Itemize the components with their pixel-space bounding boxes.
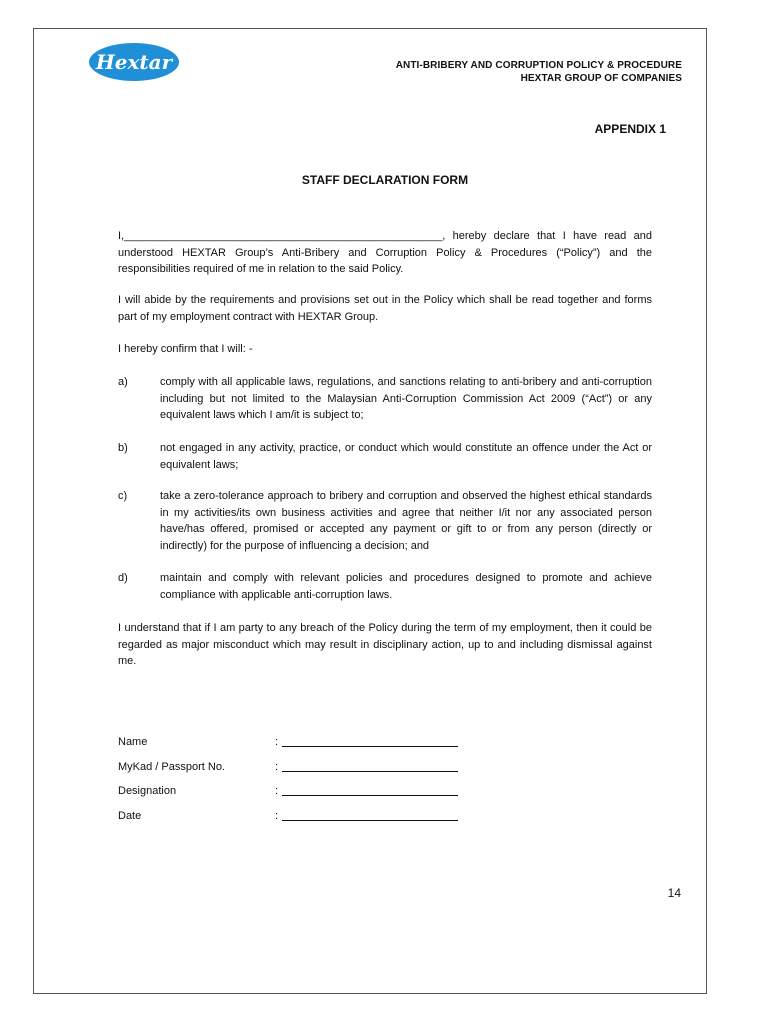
designation-label: Designation xyxy=(118,785,177,797)
form-title: STAFF DECLARATION FORM xyxy=(301,173,469,187)
understand-paragraph: I understand that if I am party to any breach of the Policy during the term of my employment, then it could be regarded as major misconduct which may result in disciplinary action, up to and including dismissal against me. xyxy=(118,622,652,667)
list-item-label: a) xyxy=(118,376,128,388)
list-item-label: b) xyxy=(118,442,128,454)
company-name: HEXTAR GROUP OF COMPANIES xyxy=(520,73,682,84)
name-label: Name xyxy=(118,736,148,748)
mykad-passport-blank-line[interactable] xyxy=(282,771,458,772)
field-colon: : xyxy=(275,810,279,822)
field-colon: : xyxy=(275,785,279,797)
date-label: Date xyxy=(118,810,142,822)
logo-text: Hextar xyxy=(95,50,173,74)
field-colon: : xyxy=(275,736,279,748)
list-item-text: take a zero-tolerance approach to bribery and corruption and observed the highest ethical standards in my activities/its own business activities and agree that neither I/it nor any associated person have/has offered, promised or accepted any payment or gift to or from any person (directly or indirectly) for the purpose of influencing a decision; and xyxy=(160,490,652,552)
confirm-paragraph: I hereby confirm that I will: - xyxy=(118,343,253,355)
list-item-text: not engaged in any activity, practice, or conduct which would constitute an offence under the Act or equivalent laws; xyxy=(160,442,652,471)
policy-title: ANTI-BRIBERY AND CORRUPTION POLICY & PROCEDURE xyxy=(395,60,682,71)
field-colon: : xyxy=(275,761,279,773)
name-blank-line[interactable] xyxy=(282,746,458,747)
list-item-text: maintain and comply with relevant policies and procedures designed to promote and achieve compliance with applicable anti-corruption laws. xyxy=(160,572,652,601)
list-item-label: c) xyxy=(118,490,128,502)
list-item-label: d) xyxy=(118,572,128,584)
appendix-label: APPENDIX 1 xyxy=(594,122,666,136)
hextar-logo xyxy=(88,42,180,82)
document-header xyxy=(396,59,682,85)
list-item-text: comply with all applicable laws, regulations, and sanctions relating to anti-bribery and anti-corruption including but not limited to the Malaysian Anti-Corruption Commission Act 2009 (“Act”) or any equivalent laws which I am/it is subject to; xyxy=(160,376,652,421)
mykad-passport-label: MyKad / Passport No. xyxy=(118,761,225,773)
page-number: 14 xyxy=(667,886,681,900)
abide-paragraph: I will abide by the requirements and provisions set out in the Policy which shall be read together and forms part of my employment contract with HEXTAR Group. xyxy=(118,294,652,323)
declaration-paragraph: I,____________________________________________________, hereby declare that I have read and understood HEXTAR Group’s Anti-Bribery and Corruption Policy & Procedures (“Policy”) and the responsibilities required of me in relation to the said Policy. xyxy=(118,230,652,275)
designation-blank-line[interactable] xyxy=(282,795,458,796)
date-blank-line[interactable] xyxy=(282,820,458,821)
